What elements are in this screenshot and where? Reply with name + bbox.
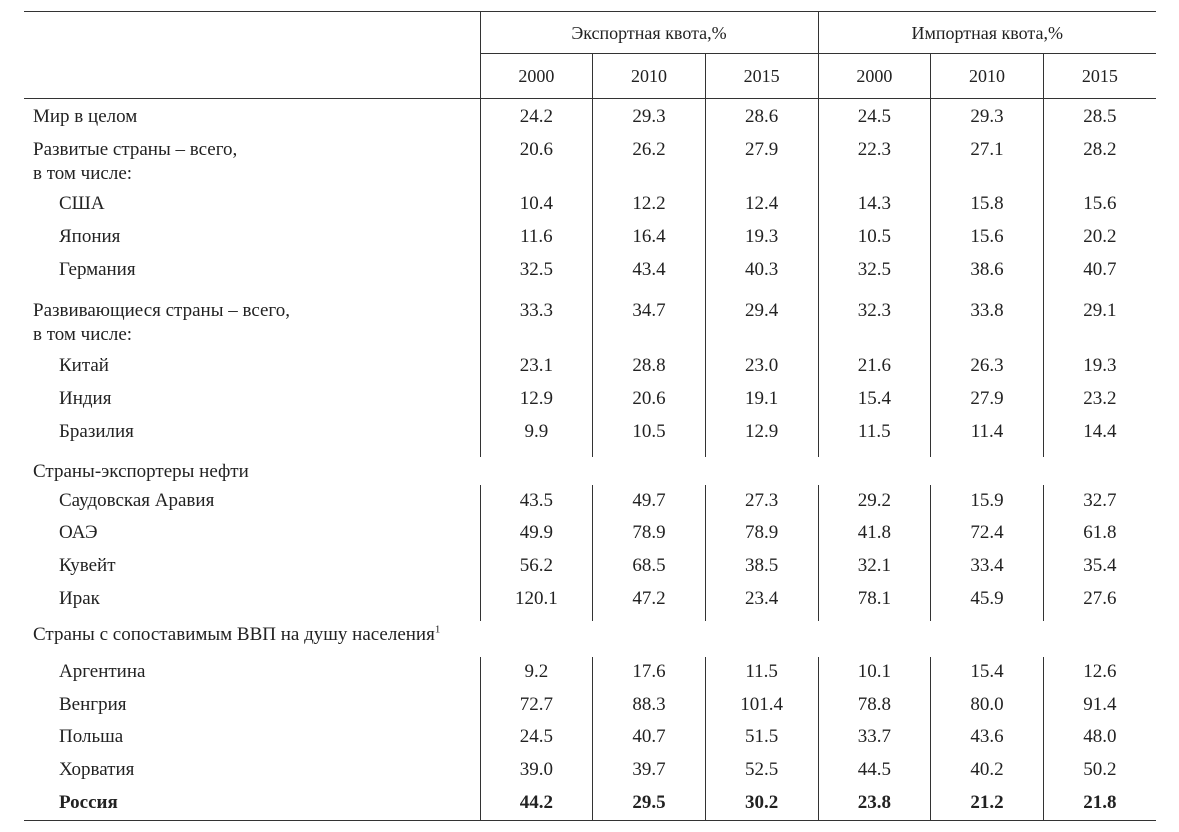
trade-quota-table	[24, 11, 1156, 821]
table-cell: 24.5	[480, 722, 593, 755]
table-cell: 19.3	[1043, 352, 1156, 385]
row-sublabel: в том числе:	[33, 323, 133, 345]
table-cell: 78.9	[705, 518, 818, 551]
table-cell	[593, 457, 706, 485]
table-cell: 11.6	[480, 223, 593, 256]
table-cell: 19.1	[705, 385, 818, 418]
table-cell: 29.5	[593, 788, 706, 821]
table-cell: 32.1	[818, 551, 931, 584]
section-label: Страны с сопоставимым ВВП на душу населения$^1$	[33, 623, 441, 645]
row-label: Китай	[59, 354, 109, 376]
row-label: Япония	[59, 225, 121, 247]
table-cell: 30.2	[705, 788, 818, 821]
section-row	[24, 457, 1156, 485]
table-cell: 27.9	[931, 385, 1044, 418]
year-header: 2000	[480, 54, 593, 99]
table-cell: 49.9	[480, 518, 593, 551]
table-row	[24, 190, 1156, 223]
table-cell: 29.2	[818, 485, 931, 518]
table-cell: 39.0	[480, 755, 593, 788]
table-row	[24, 385, 1156, 418]
table-cell: 33.8	[931, 294, 1044, 352]
table-row-highlight	[24, 788, 1156, 821]
table-cell	[705, 457, 818, 485]
table-cell: 40.2	[931, 755, 1044, 788]
table-cell	[931, 457, 1044, 485]
table-cell: 51.5	[705, 722, 818, 755]
table-cell: 45.9	[931, 584, 1044, 621]
import-quota-header: Импортная квота,%	[818, 12, 1156, 54]
table-cell: 15.8	[931, 190, 1044, 223]
table-row	[24, 485, 1156, 518]
table-cell: 19.3	[705, 223, 818, 256]
table-cell: 50.2	[1043, 755, 1156, 788]
section-row	[24, 621, 1156, 657]
table-cell: 28.8	[593, 352, 706, 385]
header-blank-cell	[24, 12, 480, 99]
table-row	[24, 551, 1156, 584]
table-cell: 11.5	[818, 418, 931, 457]
table-cell: 12.2	[593, 190, 706, 223]
table-cell: 68.5	[593, 551, 706, 584]
row-label	[24, 133, 480, 190]
table-cell: 28.2	[1043, 133, 1156, 190]
table-cell: 17.6	[593, 657, 706, 690]
table-row	[24, 690, 1156, 722]
row-sublabel: в том числе:	[33, 162, 133, 184]
table-row	[24, 99, 1156, 133]
row-label: Хорватия	[59, 758, 135, 780]
table-cell: 10.5	[818, 223, 931, 256]
section-label: Страны-экспортеры нефти	[33, 460, 249, 482]
table-cell: 44.2	[480, 788, 593, 821]
table-cell: 29.4	[705, 294, 818, 352]
row-label: Индия	[59, 387, 112, 409]
table-cell: 49.7	[593, 485, 706, 518]
table-cell: 72.7	[480, 690, 593, 722]
table-cell: 40.7	[1043, 256, 1156, 294]
table-cell: 10.1	[818, 657, 931, 690]
row-label: Бразилия	[59, 420, 134, 442]
table-cell	[480, 457, 593, 485]
table-cell: 11.5	[705, 657, 818, 690]
table-cell: 78.1	[818, 584, 931, 621]
table-cell: 10.5	[593, 418, 706, 457]
table-cell: 101.4	[705, 690, 818, 722]
table-cell: 29.3	[593, 99, 706, 133]
table-row	[24, 418, 1156, 457]
table-cell: 29.3	[931, 99, 1044, 133]
table-cell: 23.0	[705, 352, 818, 385]
table-row	[24, 294, 1156, 352]
table-cell: 26.2	[593, 133, 706, 190]
table-cell: 43.5	[480, 485, 593, 518]
table-cell: 26.3	[931, 352, 1044, 385]
table-cell: 23.8	[818, 788, 931, 821]
table-cell: 48.0	[1043, 722, 1156, 755]
table-cell: 27.1	[931, 133, 1044, 190]
table-cell: 14.3	[818, 190, 931, 223]
table-cell: 12.9	[705, 418, 818, 457]
table-cell: 12.9	[480, 385, 593, 418]
table-cell	[1043, 457, 1156, 485]
table-cell: 43.6	[931, 722, 1044, 755]
year-header: 2010	[593, 54, 706, 99]
table-cell: 10.4	[480, 190, 593, 223]
table-cell: 12.4	[705, 190, 818, 223]
table-cell: 40.3	[705, 256, 818, 294]
header-group-row	[24, 12, 1156, 54]
table-cell: 91.4	[1043, 690, 1156, 722]
row-label: Ирак	[59, 587, 100, 609]
year-header: 2010	[931, 54, 1044, 99]
table-cell: 21.6	[818, 352, 931, 385]
table-cell: 21.2	[931, 788, 1044, 821]
table-cell: 56.2	[480, 551, 593, 584]
table-cell: 80.0	[931, 690, 1044, 722]
table-cell: 28.5	[1043, 99, 1156, 133]
row-label: США	[59, 192, 105, 214]
row-label: Германия	[59, 258, 136, 280]
table-cell: 11.4	[931, 418, 1044, 457]
table-cell: 21.8	[1043, 788, 1156, 821]
row-label	[24, 294, 480, 352]
table-cell: 88.3	[593, 690, 706, 722]
table-cell: 23.1	[480, 352, 593, 385]
table-cell: 22.3	[818, 133, 931, 190]
table-cell: 20.6	[593, 385, 706, 418]
table-row	[24, 657, 1156, 690]
table-cell: 12.6	[1043, 657, 1156, 690]
table-cell: 29.1	[1043, 294, 1156, 352]
quota-table-page	[24, 11, 1156, 821]
export-quota-header: Экспортная квота,%	[480, 12, 818, 54]
table-row	[24, 755, 1156, 788]
row-label: Аргентина	[59, 660, 146, 682]
table-cell: 35.4	[1043, 551, 1156, 584]
row-label: Саудовская Аравия	[59, 489, 215, 511]
table-row	[24, 584, 1156, 621]
table-cell: 32.3	[818, 294, 931, 352]
table-cell: 72.4	[931, 518, 1044, 551]
table-cell	[818, 457, 931, 485]
row-label-line: Развивающиеся страны – всего,	[33, 299, 290, 321]
table-cell: 78.8	[818, 690, 931, 722]
table-cell: 32.7	[1043, 485, 1156, 518]
table-cell: 9.9	[480, 418, 593, 457]
table-cell: 44.5	[818, 755, 931, 788]
table-cell: 23.2	[1043, 385, 1156, 418]
table-row	[24, 722, 1156, 755]
table-cell: 120.1	[480, 584, 593, 621]
table-cell: 78.9	[593, 518, 706, 551]
table-row	[24, 518, 1156, 551]
table-cell: 61.8	[1043, 518, 1156, 551]
table-cell: 28.6	[705, 99, 818, 133]
table-cell: 39.7	[593, 755, 706, 788]
table-cell: 15.6	[1043, 190, 1156, 223]
table-cell: 15.9	[931, 485, 1044, 518]
table-cell: 14.4	[1043, 418, 1156, 457]
table-row	[24, 223, 1156, 256]
table-cell: 52.5	[705, 755, 818, 788]
year-header: 2015	[705, 54, 818, 99]
table-cell: 24.2	[480, 99, 593, 133]
row-label: Россия	[24, 788, 480, 821]
row-label: Мир в целом	[24, 99, 480, 133]
row-label: Польша	[59, 725, 124, 747]
table-row	[24, 133, 1156, 190]
table-cell: 23.4	[705, 584, 818, 621]
table-cell: 33.4	[931, 551, 1044, 584]
footnote-marker: 1	[434, 623, 441, 636]
table-cell: 33.7	[818, 722, 931, 755]
table-cell: 43.4	[593, 256, 706, 294]
table-cell: 16.4	[593, 223, 706, 256]
table-row	[24, 352, 1156, 385]
row-label-line: Развитые страны – всего,	[33, 138, 238, 160]
table-cell: 27.9	[705, 133, 818, 190]
table-cell: 47.2	[593, 584, 706, 621]
table-cell: 33.3	[480, 294, 593, 352]
table-cell: 41.8	[818, 518, 931, 551]
table-cell: 32.5	[818, 256, 931, 294]
table-cell: 27.3	[705, 485, 818, 518]
row-label: Кувейт	[59, 554, 116, 576]
year-header: 2000	[818, 54, 931, 99]
table-cell: 20.6	[480, 133, 593, 190]
table-row	[24, 256, 1156, 294]
table-cell: 32.5	[480, 256, 593, 294]
row-label: ОАЭ	[59, 521, 98, 543]
table-cell: 9.2	[480, 657, 593, 690]
table-cell: 40.7	[593, 722, 706, 755]
row-label: Венгрия	[59, 693, 127, 715]
table-cell: 15.4	[818, 385, 931, 418]
table-cell: 38.6	[931, 256, 1044, 294]
table-cell: 38.5	[705, 551, 818, 584]
table-cell: 15.4	[931, 657, 1044, 690]
year-header: 2015	[1043, 54, 1156, 99]
table-cell: 27.6	[1043, 584, 1156, 621]
table-cell: 24.5	[818, 99, 931, 133]
table-cell: 34.7	[593, 294, 706, 352]
table-cell: 15.6	[931, 223, 1044, 256]
table-cell: 20.2	[1043, 223, 1156, 256]
